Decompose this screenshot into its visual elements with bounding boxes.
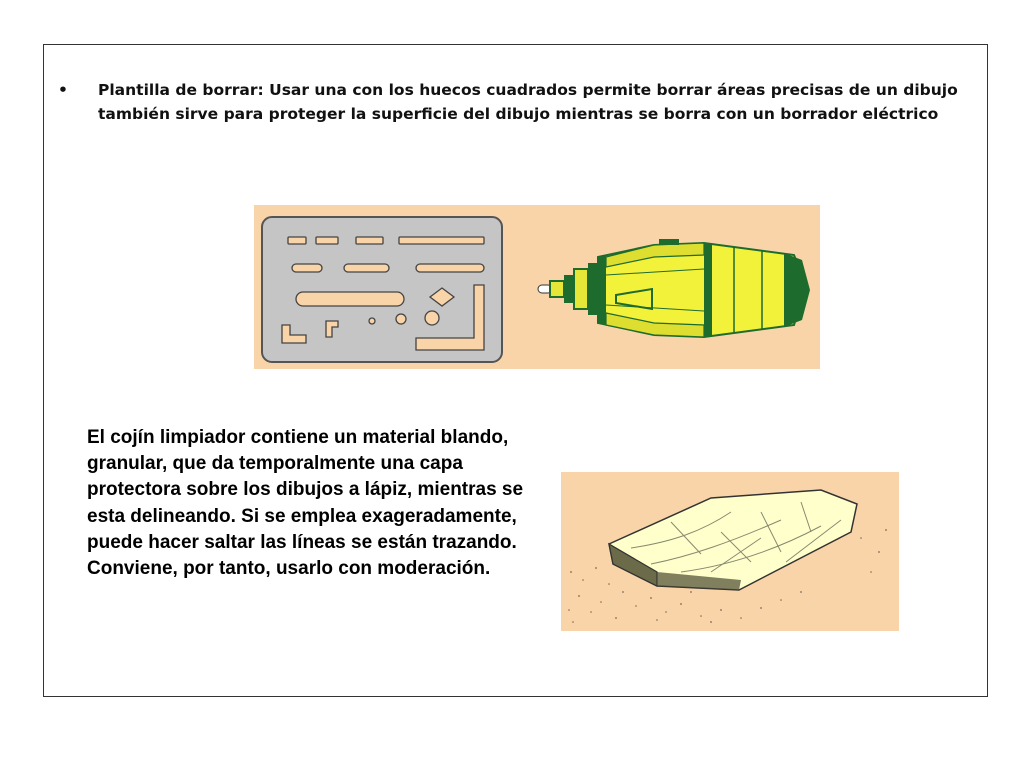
bullet-marker: • xyxy=(58,81,68,99)
bullet-item xyxy=(58,78,978,126)
erasing-shield-icon xyxy=(262,217,502,362)
cleaning-pad-illustration xyxy=(561,472,899,631)
eraser-tools-illustration xyxy=(254,205,820,369)
electric-eraser-icon xyxy=(538,239,810,337)
cleaning-pad-description: El cojín limpiador contiene un material blando, granular, que da temporalmente una capa protectora sobre los dibujos a lápiz, mientras se esta delineando. Si se emplea exageradamente, puede hacer saltar las líneas se están trazando. Conviene, por tanto, usarlo con moderación. xyxy=(87,427,524,580)
bullet-text: Plantilla de borrar: Usar una con los huecos cuadrados permite borrar áreas precisas de un dibujo también sirve para proteger la superficie del dibujo mientras se borra con un borrador eléctrico xyxy=(98,81,958,123)
dry-cleaning-pad-icon xyxy=(568,490,887,623)
